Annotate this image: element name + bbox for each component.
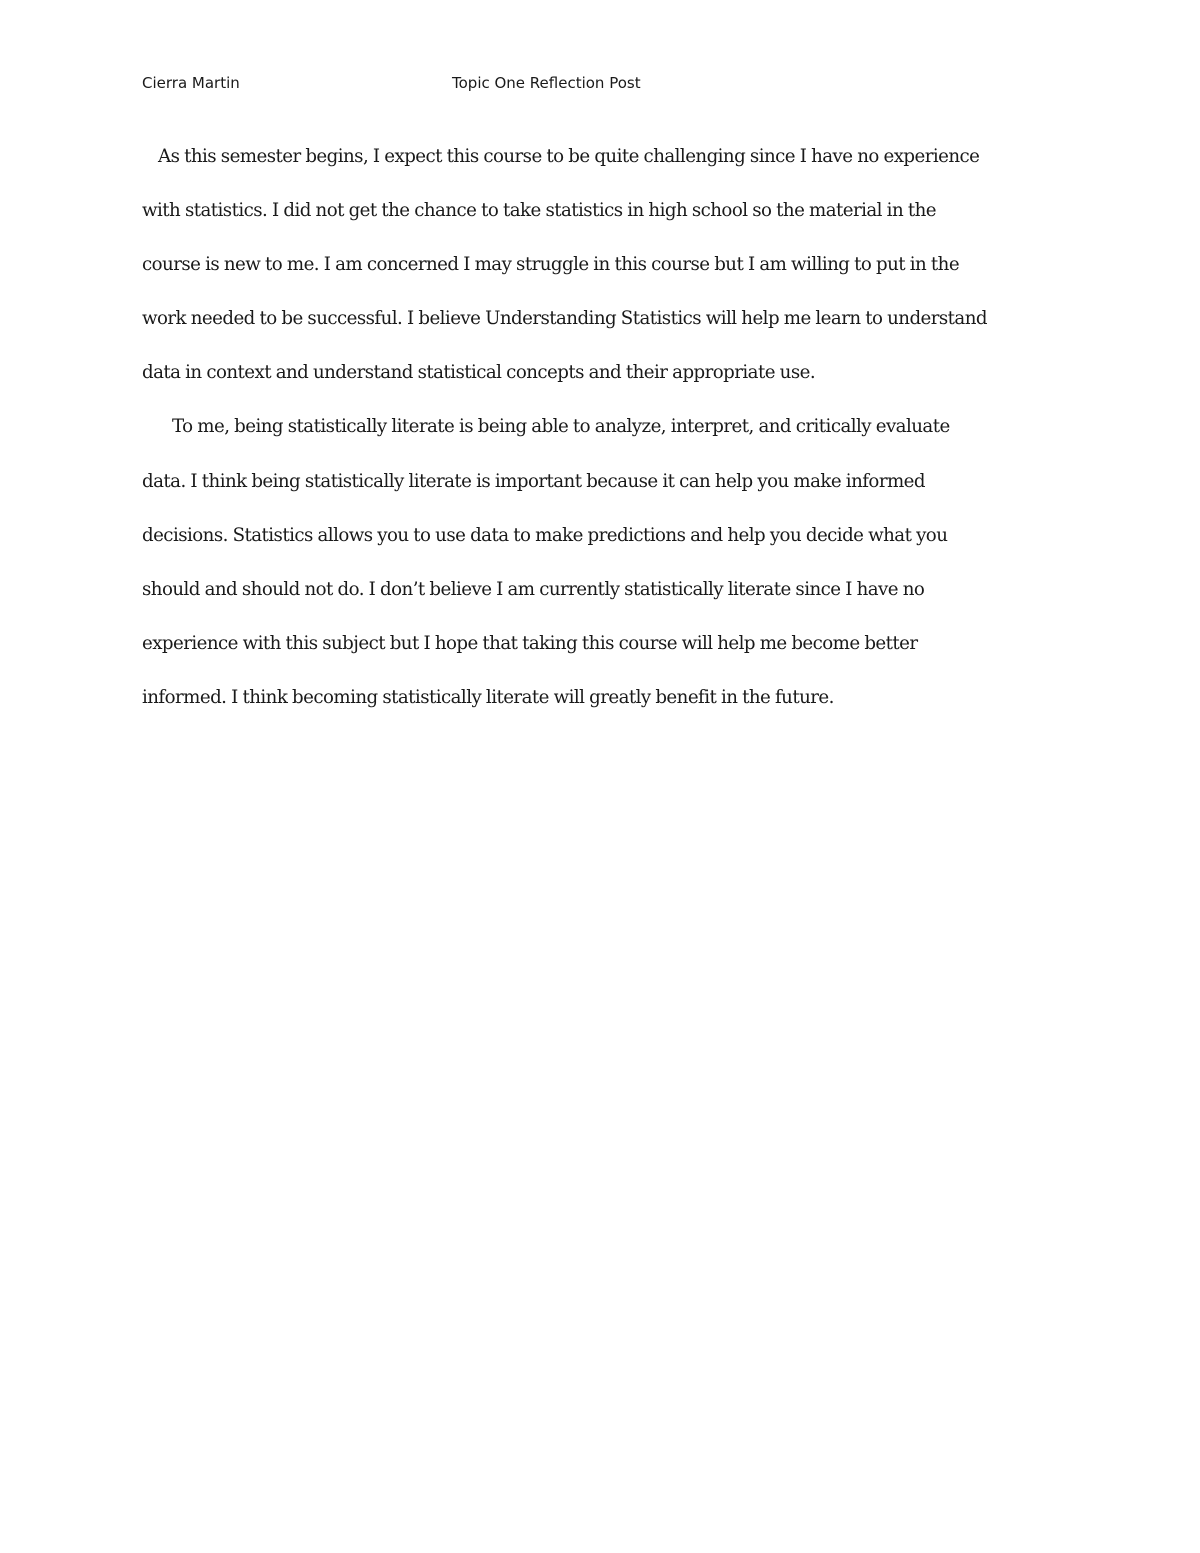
text-line: data. I think being statistically literate is important because it can help you make informed (142, 470, 925, 492)
text-line: with statistics. I did not get the chance to take statistics in high school so the material in the (142, 200, 936, 222)
text-line: course is new to me. I am concerned I may struggle in this course but I am willing to put in the (142, 254, 960, 276)
document-body (142, 130, 1062, 725)
text-line: To me, being statistically literate is being able to analyze, interpret, and critically evaluate (172, 416, 950, 438)
document-title: Topic One Reflection Post (452, 74, 641, 92)
author-name: Cierra Martin (142, 74, 240, 92)
text-line: work needed to be successful. I believe Understanding Statistics will help me learn to understand (142, 308, 987, 330)
text-line: data in context and understand statistical concepts and their appropriate use. (142, 362, 816, 384)
page-header (142, 74, 1062, 98)
paragraph-1 (142, 130, 1062, 400)
text-line: As this semester begins, I expect this course to be quite challenging since I have no experience (158, 146, 980, 167)
text-line: decisions. Statistics allows you to use data to make predictions and help you decide what you (142, 524, 948, 546)
paragraph-2 (142, 400, 1062, 725)
text-line: should and should not do. I don’t believe I am currently statistically literate since I have no (142, 578, 925, 600)
text-line: experience with this subject but I hope that taking this course will help me become better (142, 632, 918, 654)
text-line: informed. I think becoming statistically literate will greatly benefit in the future. (142, 686, 834, 708)
